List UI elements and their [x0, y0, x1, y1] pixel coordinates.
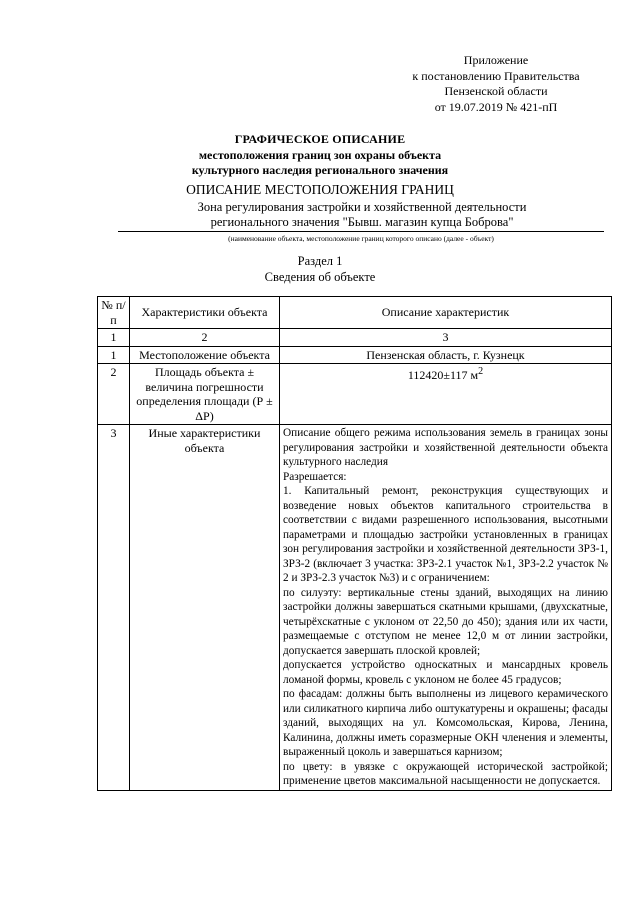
section-heading — [0, 254, 640, 285]
row-characteristic: Местоположение объекта — [130, 346, 280, 364]
description-paragraph: по силуэту: вертикальные стены зданий, выходящих на линию застройки должны завершаться скатными крышами, (двухскатные, четырёхскатные с уклоном от 22,50 до 450); здания или их части, размещаемые с отступом не менее 12,0 м от линии застройки, допускается завершать плоской кровлей; — [283, 586, 608, 657]
description-paragraph: по цвету: в увязке с окружающей исторической застройкой; применение цветов максимальной насыщенности не допускается. — [283, 760, 608, 787]
area-value: 112420±117 м — [407, 368, 479, 382]
appendix-line: от 19.07.2019 № 421-пП — [434, 99, 558, 114]
description-heading: ОПИСАНИЕ МЕСТОПОЛОЖЕНИЯ ГРАНИЦ — [186, 182, 454, 197]
column-number: 3 — [280, 329, 612, 347]
column-number: 1 — [98, 329, 130, 347]
row-number: 2 — [98, 364, 130, 425]
appendix-header — [380, 53, 612, 115]
column-number-row — [98, 329, 612, 347]
zone-name-caption: (наименование объекта, местоположение границ которого описано (далее - объект) — [228, 234, 494, 243]
column-header: Характеристики объекта — [130, 297, 280, 329]
row-description — [280, 425, 612, 791]
description-paragraph: по фасадам: должны быть выполнены из лицевого керамического или силикатного кирпича либо оштукатурены и окрашены; фасады зданий, выходящих на ул. Комсомольская, Кирова, Ленина, Калинина, должны иметь соразмерные ОКН членения и элементы, выраженный цоколь и завершаться карнизом; — [283, 688, 608, 758]
appendix-line: Приложение — [463, 53, 529, 67]
zone-name-line: регионального значения "Бывш. магазин купца Боброва" — [210, 214, 514, 229]
zone-name-line: Зона регулирования застройки и хозяйственной деятельности — [197, 200, 527, 214]
row-characteristic: Площадь объекта ± величина погрешности определения площади (Р ± ΔР) — [130, 364, 280, 425]
table-row — [98, 346, 612, 364]
row-description: Пензенская область, г. Кузнецк — [280, 346, 612, 364]
row-characteristic: Иные характеристики объекта — [130, 425, 280, 791]
appendix-line: к постановлению Правительства — [412, 68, 580, 83]
description-paragraph: Разрешается: — [283, 470, 347, 483]
column-header: № п/п — [98, 297, 130, 329]
object-info-table — [97, 296, 612, 791]
description-paragraph: допускается устройство односкатных и мансардных кровель ломаной формы, кровель с уклоном не более 45 градусов; — [283, 659, 608, 686]
column-number: 2 — [130, 329, 280, 347]
title-line: культурного наследия регионального значения — [191, 163, 449, 177]
column-header: Описание характеристик — [280, 297, 612, 329]
description-paragraph: Описание общего режима использования земель в границах зоны регулирования застройки и хозяйственной деятельности объекта культурного наследия — [283, 427, 608, 468]
row-description — [280, 364, 612, 425]
zone-name — [120, 200, 604, 230]
table-row — [98, 364, 612, 425]
section-title: Сведения об объекте — [264, 269, 376, 284]
appendix-line: Пензенской области — [444, 84, 548, 98]
row-number: 3 — [98, 425, 130, 791]
section-number: Раздел 1 — [297, 254, 343, 268]
table-row — [98, 425, 612, 791]
row-number: 1 — [98, 346, 130, 364]
title-line: ГРАФИЧЕСКОЕ ОПИСАНИЕ — [234, 132, 406, 146]
document-title — [0, 132, 640, 179]
description-paragraph: 1. Капитальный ремонт, реконструкция существующих и возведение новых объектов капитального строительства в соответствии с видами разрешенного использования, высотными параметрами и площадью застройки установленных в границах зон регулирования застройки и хозяйственной деятельности ЗРЗ-1, ЗРЗ-2 (включает 3 участка: ЗРЗ-2.1 участок №1, ЗРЗ-2.2 участок № 2 и ЗРЗ-2.3 участок №3) и с ограничением: — [283, 485, 608, 584]
title-line: местоположения границ зон охраны объекта — [198, 147, 442, 162]
area-unit-exponent: 2 — [478, 366, 484, 377]
zone-name-underline — [118, 231, 604, 232]
table-header-row — [98, 297, 612, 329]
